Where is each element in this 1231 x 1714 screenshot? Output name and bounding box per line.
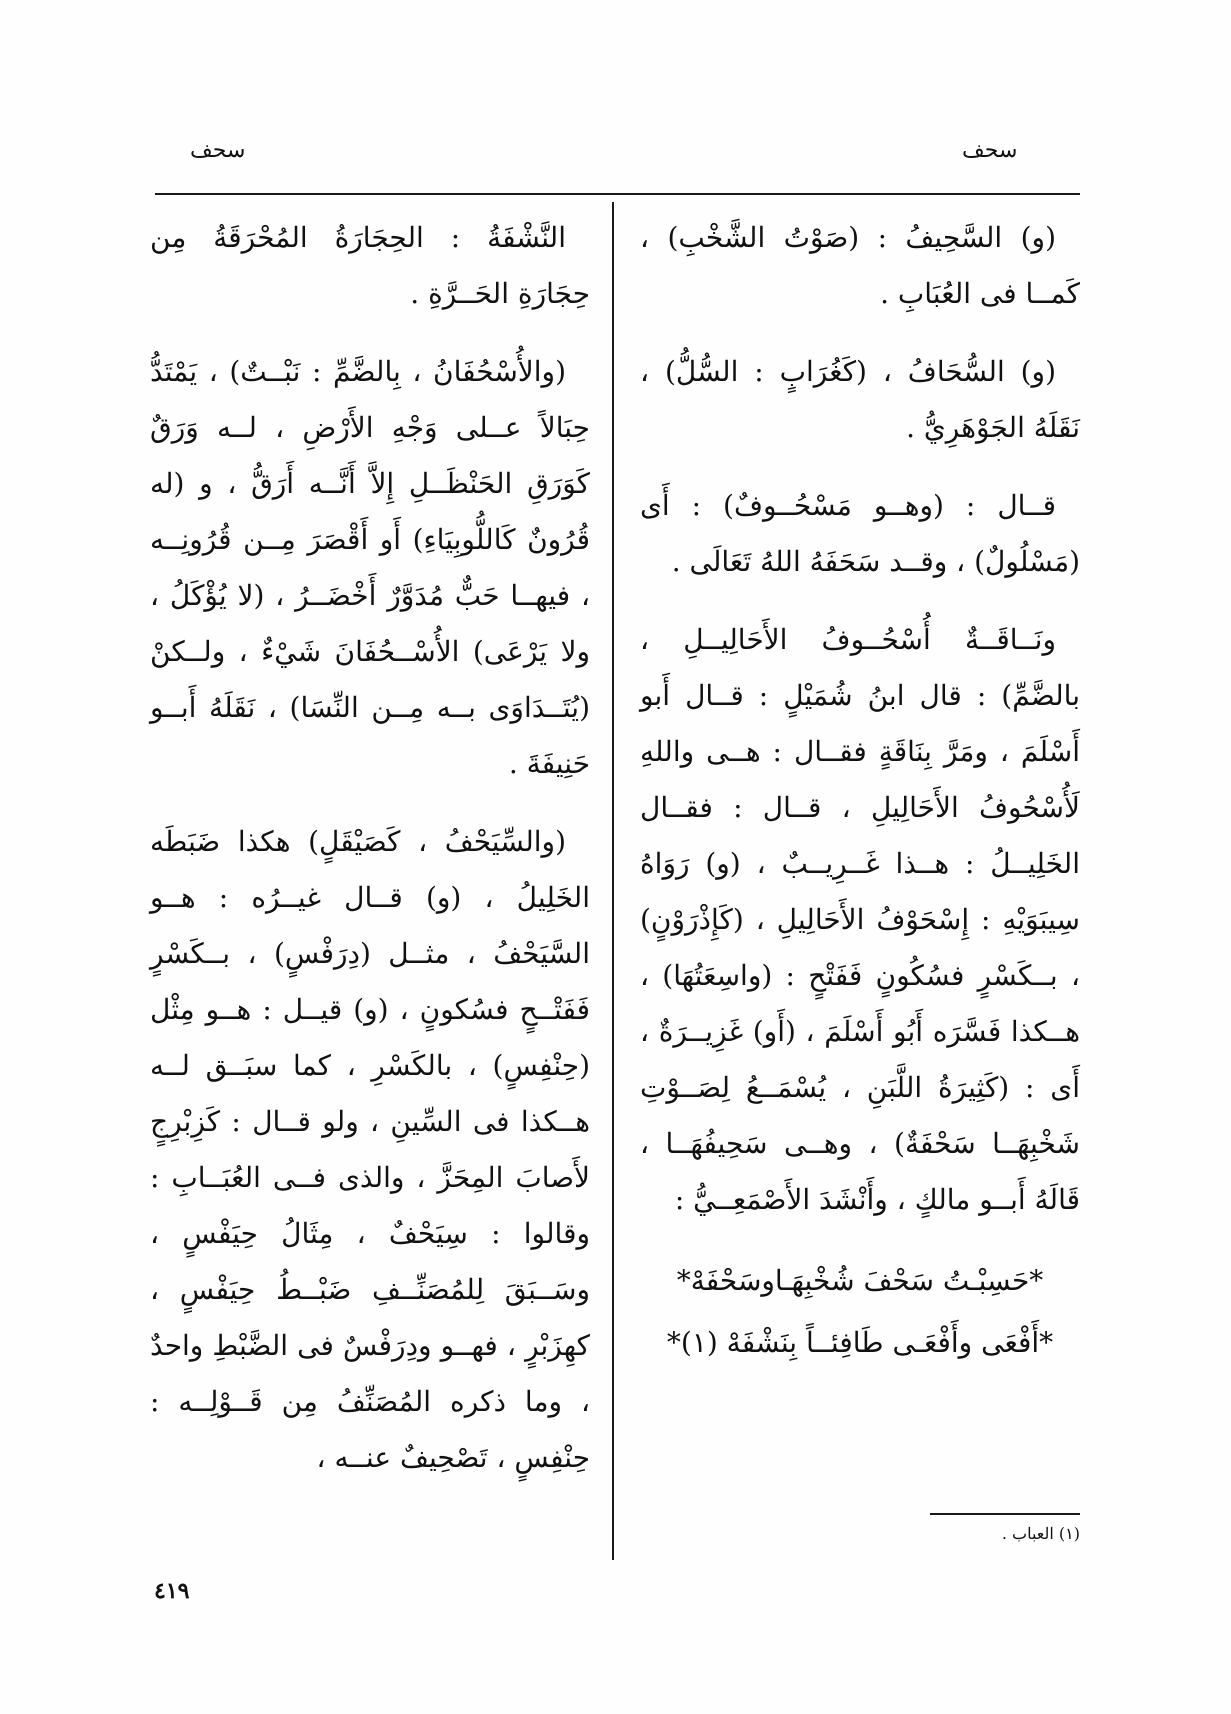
running-head-right: سحف [962, 138, 1018, 163]
page-number: ٤١٩ [154, 1578, 190, 1604]
right-column [640, 210, 1080, 1374]
paragraph-naqa-ushuf: ونَــاقَــةٌ أُسْحُــوفُ الأَحَالِيــلِ ، بالضَّمِّ) : قال ابنُ شُمَيْلٍ : قــال أَبو أَسْلَمَ ، ومَرَّ بِنَاقَةٍ فقــال : هــى واللهِ لَأُسْحُوفُ الأَحَالِيلِ ، قــال : فقــال الخَلِيــلُ : هــذا غَــرِيــبٌ ، (و) رَوَاهُ سِيبَوَيْهِ : إِسْحَوْفُ الأَحَالِيلِ ، (كَإِذْرَوْنٍ) ، بــكَسْرٍ فسُكُونٍ فَفَتْحٍ : (واسِعَتُهَا) ، هــكذا فَسَّرَه أَبُو أَسْلَمَ ، (أَو) غَزِيــرَةٌ ، أَى : (كَثِيرَةُ اللَّبَنِ ، يُسْمَــعُ لِصَــوْتِ شَخْبِهَــا سَحْفَةٌ) ، وهــى سَحِيفُهَــا ، قَالَهُ أَبــو مالكٍ ، وأَنْشَدَ الأَصْمَعِــيُّ : [640, 623, 1080, 1216]
paragraph-mashuf: قــال : (وهــو مَسْحُــوفٌ) : أَى (مَسْلُولٌ) ، وقــد سَحَفَهُ اللهُ تَعَالَى . [640, 489, 1080, 578]
footnote-rule [930, 1513, 1080, 1515]
running-head-left: سحف [190, 138, 246, 163]
left-column [150, 210, 590, 1508]
paragraph-suhaf: (و) السُّحَافُ ، (كَغُرَابٍ : السُّلُّ) ، نَقَلَهُ الجَوْهَرِيُّ . [640, 355, 1080, 444]
verse-line-1: *حَسِبْـتُ سَحْفَ شُخْبِهَـاوسَحْفَهْ* [676, 1264, 1044, 1297]
paragraph-nashfa: النَّشْفَةُ : الحِجَارَةُ المُحْرَقَةُ مِن حِجَارَةِ الحَــرَّةِ . [150, 221, 590, 310]
paragraph-siyahf: (والسِّيَحْفُ ، كَصَيْقَلٍ) هكذا ضَبَطَه الخَلِيلُ ، (و) قــال غيــرُه : هــو السَّيَحْفُ ، مثــل (دِرَفْسٍ) ، بــكَسْرٍ فَفَتْــحٍ فسُكونٍ ، (و) قيــل : هــو مِثْل (حِنْفِسٍ) ، بالكَسْرِ ، كما سبَــق لــه هــكذا فى السِّينِ ، ولو قــال : كَزِبْرِجٍ لأَصابَ المِحَزَّ ، والذى فــى العُبَــابِ : وقالوا : سِيَحْفٌ ، مِثَالُ حِيَفْسٍ ، وسَــبَقَ لِلمُصَنِّــفِ ضَبْــطُ حِيَفْسٍ ، كهِزَبْرٍ ، فهــو ودِرَفْسٌ فى الضَّبْطِ واحدٌ ، وما ذكره المُصَنِّفُ مِن قَــوْلِــه : حِنْفِسٍ ، تَصْحِيفٌ عنــه ، [150, 825, 590, 1474]
paragraph-ushufan: (والأُسْحُفَانُ ، بِالضَّمِّ : نَبْــتٌ) ، يَمْتَدُّ حِبَالاً عــلى وَجْهِ الأَرْضِ ، لــه وَرَقٌ كَوَرَقِ الحَنْظَــلِ إِلاَّ أَنَّــه أَرَقُّ ، و (له قُرُونٌ كَاللُّوبِيَاءِ) أَو أَقْصَرَ مِــن قُرُونِــه ، فيهــا حَبٌّ مُدَوَّرٌ أَخْضَــرُ ، (لا يُؤْكَلُ ، ولا يَرْعَى) الأُسْــحُفَانَ شَيْءٌ ، ولــكنْ (يُتَــدَاوَى بــه مِــن النِّسَا) ، نَقَلَهُ أَبــو حَنِيفَةَ . [150, 355, 590, 780]
paragraph-sahif: (و) السَّحِيفُ : (صَوْتُ الشَّخْبِ) ، كَمــا فى العُبَابِ . [640, 221, 1080, 310]
verse-line-2: *أَفْعَى وأَفْعَـى طَافِئــاً بِنَشْفَهْ (١)* [666, 1326, 1054, 1359]
header-rule [155, 193, 1080, 195]
footnote: (١) العباب . [1001, 1524, 1080, 1543]
column-divider [612, 202, 614, 1560]
